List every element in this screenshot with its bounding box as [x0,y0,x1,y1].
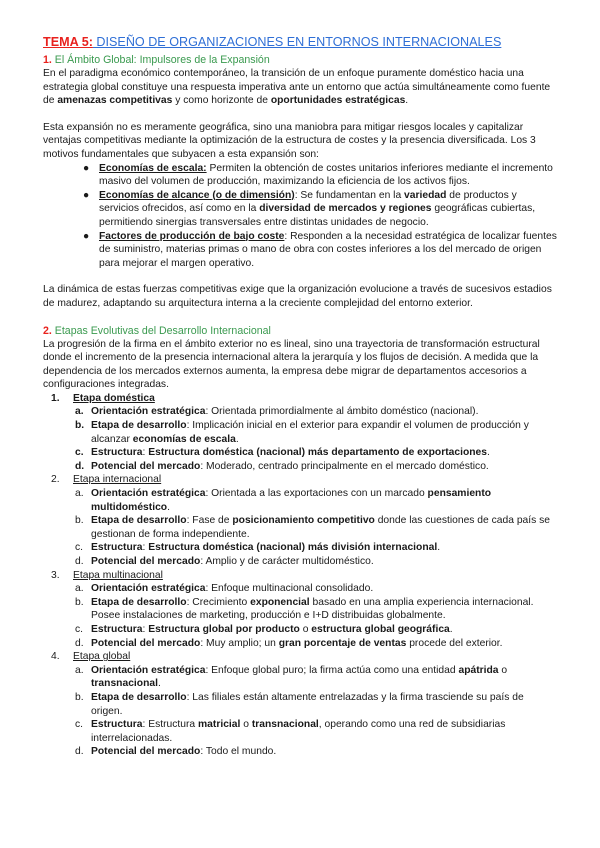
document-title [43,34,557,50]
list-item [43,718,557,745]
text-span: Potencial del mercado [91,746,201,758]
text-span: variedad [404,189,447,201]
text-span: . [405,95,409,107]
text-span: amenazas competitivas [57,95,173,107]
text-span: 3. [51,569,60,581]
title-tema: TEMA 5: [43,35,93,49]
section-2-title: Etapas Evolutivas del Desarrollo Internacional [51,324,271,337]
list-item [43,691,557,718]
text-span: d. [75,556,84,567]
text-span: a. [75,406,84,418]
text-span: 4. [51,651,60,663]
stage-item-multinacional [43,569,557,651]
text-span: o [299,623,312,635]
bullet-icon: ● [83,189,90,201]
text-span: : Muy amplio; un [200,637,279,649]
section-1-heading [43,53,557,67]
list-item [43,514,557,541]
list-item [43,419,557,446]
text-span: Estructura [91,447,143,459]
stage-item-internacional [43,473,557,568]
text-span: : Crecimiento [186,596,251,608]
text-span: : Las filiales están altamente entrelazadas y la firma trasciende su país de origen. [91,691,524,717]
text-span: : Fase de [186,515,233,527]
text-span: basado en una amplia experiencia internacional. Posee instalaciones de marketing, producción e I+D distribuidas globalmente. [91,596,534,622]
text-span: posicionamiento competitivo [232,515,375,527]
text-span: . [167,501,170,513]
text-span: c. [75,719,84,731]
text-span: 1. [51,392,60,404]
title-text: DISEÑO DE ORGANIZACIONES EN ENTORNOS INTERNACIONALES [92,35,502,49]
text-span: b. [75,596,84,608]
list-item [43,189,557,230]
section-1-paragraph-3: La dinámica de estas fuerzas competitivas exige que la organización evolucione a través de sucesivos estadios de madurez, adaptando su arquitectura interna a la creciente complejidad del entorno exterior. [43,284,552,309]
list-item [43,555,557,569]
list-item [43,664,557,691]
list-item [43,582,557,596]
text-span: : Se fundamentan en la [294,189,405,201]
section-2-heading [43,324,557,338]
text-span: . [235,433,239,445]
text-span: Orientación estratégica [91,488,206,500]
text-span: Potencial del mercado [91,556,201,567]
text-span: : Orientada a las exportaciones con un marcado [205,488,428,500]
text-span: b. [75,515,84,527]
list-item [43,596,557,623]
text-span: donde las cuestiones de cada país se gestionan de forma independiente. [91,515,551,540]
stage-title: Etapa internacional [73,474,162,486]
text-span: diversidad de mercados y regiones [259,203,432,215]
text-span: : Todo el mundo. [200,746,277,758]
text-span: Economías de escala: [99,162,207,174]
bullet-icon: ● [83,230,90,242]
text-span: matricial [198,719,241,731]
section-1-paragraph-2: Esta expansión no es meramente geográfica, sino una maniobra para mitigar riesgos locales y capitalizar ventajas competitivas mediante la optimización de la estructura de costes y la presencia diversificada. Los 3 motivos fundamentales que subyacen a esta expansión son: [43,121,536,160]
motives-list [43,162,557,271]
text-span: : Enfoque global puro; la firma actúa como una entidad [205,664,459,676]
text-span: procede del exterior. [406,637,503,649]
list-item [43,162,557,189]
text-span: 2. [51,474,60,486]
text-span: . [157,678,161,690]
list-item [43,745,557,759]
text-span: : Estructura [142,719,199,731]
list-item [43,623,557,637]
text-span: . [449,623,453,635]
text-span: a. [75,488,84,500]
text-span: c. [75,447,84,459]
section-2-paragraph-1: La progresión de la firma en el ámbito exterior no es lineal, sino una trayectoria de transformación estructural donde el incremento de la presencia internacional altera la jerarquía y los flujos de decisión. A medida que la dependencia de los mercados externos aumenta, la empresa debe migrar de departamentos accesorios a configuraciones integradas. [43,338,540,391]
stage-item-global [43,650,557,759]
text-span: b. [75,420,85,432]
text-span: . [487,447,490,459]
text-span: c. [75,623,84,635]
text-span: o [498,664,508,676]
text-span: Estructura doméstica (nacional) más departamento de exportaciones [148,447,487,459]
text-span: : Responden a la necesidad estratégica de localizar fuentes de suministro, materias primas o mano de obra con costes inferiores a los del mercado de origen para mejorar el margen operativo. [99,230,557,269]
text-span: . [437,542,441,554]
section-1-paragraph-1 [43,67,557,108]
text-span: gran porcentaje de ventas [278,637,407,649]
list-item [43,230,557,271]
bullet-icon: ● [83,162,90,174]
text-span: Permiten la obtención de costes unitarios inferiores mediante el incremento masivo del volumen de producción, maximizando la eficiencia de los activos fijos. [99,162,553,188]
text-span: Estructura [91,719,143,731]
stage-title: Etapa doméstica [73,392,155,404]
text-span: Orientación estratégica [91,664,206,676]
text-span: , operando como una red de subsidiarias interrelacionadas. [91,719,506,744]
text-span: : [142,623,149,635]
text-span: : Orientada primordialmente al ámbito doméstico (nacional). [205,406,479,418]
text-span: Orientación estratégica [91,406,206,418]
list-item [43,460,557,474]
section-1-number: 1. [43,54,52,66]
stage-item-domestica [43,392,557,474]
text-span: Estructura [91,542,143,554]
list-item [43,405,557,419]
text-span: Potencial del mercado [91,637,201,649]
list-item [43,487,557,514]
text-span: d. [75,746,84,758]
text-span: Orientación estratégica [91,583,206,595]
text-span: Etapa de desarrollo [91,420,187,432]
text-span: : [142,447,149,459]
text-span: de productos y servicios ofrecidos, así como en la [99,189,517,215]
text-span: : Enfoque multinacional consolidado. [205,583,374,595]
text-span: y como horizonte de [172,95,271,107]
text-span: Potencial del mercado [91,460,201,472]
text-span: c. [75,542,84,554]
text-span: Etapa de desarrollo [91,515,187,527]
text-span: Etapa de desarrollo [91,691,187,703]
text-span: pensamiento multidoméstico [91,488,492,513]
text-span: En el paradigma económico contemporáneo, la transición de un enfoque puramente doméstico hacia una estrategia global constituye una respuesta imperativa ante un entorno que actúa simultáneamente como fuente de [43,68,551,107]
text-span: b. [75,691,84,703]
text-span: Etapa de desarrollo [91,596,187,608]
text-span: d. [75,460,85,472]
stage-title: Etapa global [73,651,131,663]
text-span: apátrida [458,664,499,676]
text-span: Economías de alcance (o de dimensión) [99,189,295,201]
stages-list [43,392,557,759]
text-span: : [142,542,149,554]
text-span: d. [75,637,84,649]
text-span: Estructura doméstica (nacional) más división internacional [148,542,438,554]
list-item [43,541,557,555]
text-span: Factores de producción de bajo coste [99,230,285,242]
text-span: Estructura global por producto [148,623,300,635]
section-1-title: El Ámbito Global: Impulsores de la Expansión [51,54,270,66]
text-span: estructura global geográfica [311,623,450,635]
text-span: Estructura [91,623,143,635]
text-span: : Implicación inicial en el exterior para expandir el volumen de producción y alcanzar [91,420,529,445]
text-span: transnacional [91,678,158,690]
text-span: : Amplio y de carácter multidoméstico. [200,556,374,567]
section-2-number: 2. [43,324,52,337]
list-item [43,637,557,651]
text-span: a. [75,583,84,595]
text-span: economías de escala [132,433,236,445]
stage-title: Etapa multinacional [73,569,163,581]
text-span: oportunidades estratégicas [270,95,406,107]
text-span: exponencial [250,596,310,608]
text-span: : Moderado, centrado principalmente en el mercado doméstico. [200,460,489,472]
text-span: transnacional [251,719,319,731]
text-span: geográficas cubiertas, permitiendo sinergias transversales entre distintas unidades de negocio. [99,203,536,228]
text-span: o [240,719,252,731]
text-span: a. [75,664,84,676]
list-item [43,446,557,460]
